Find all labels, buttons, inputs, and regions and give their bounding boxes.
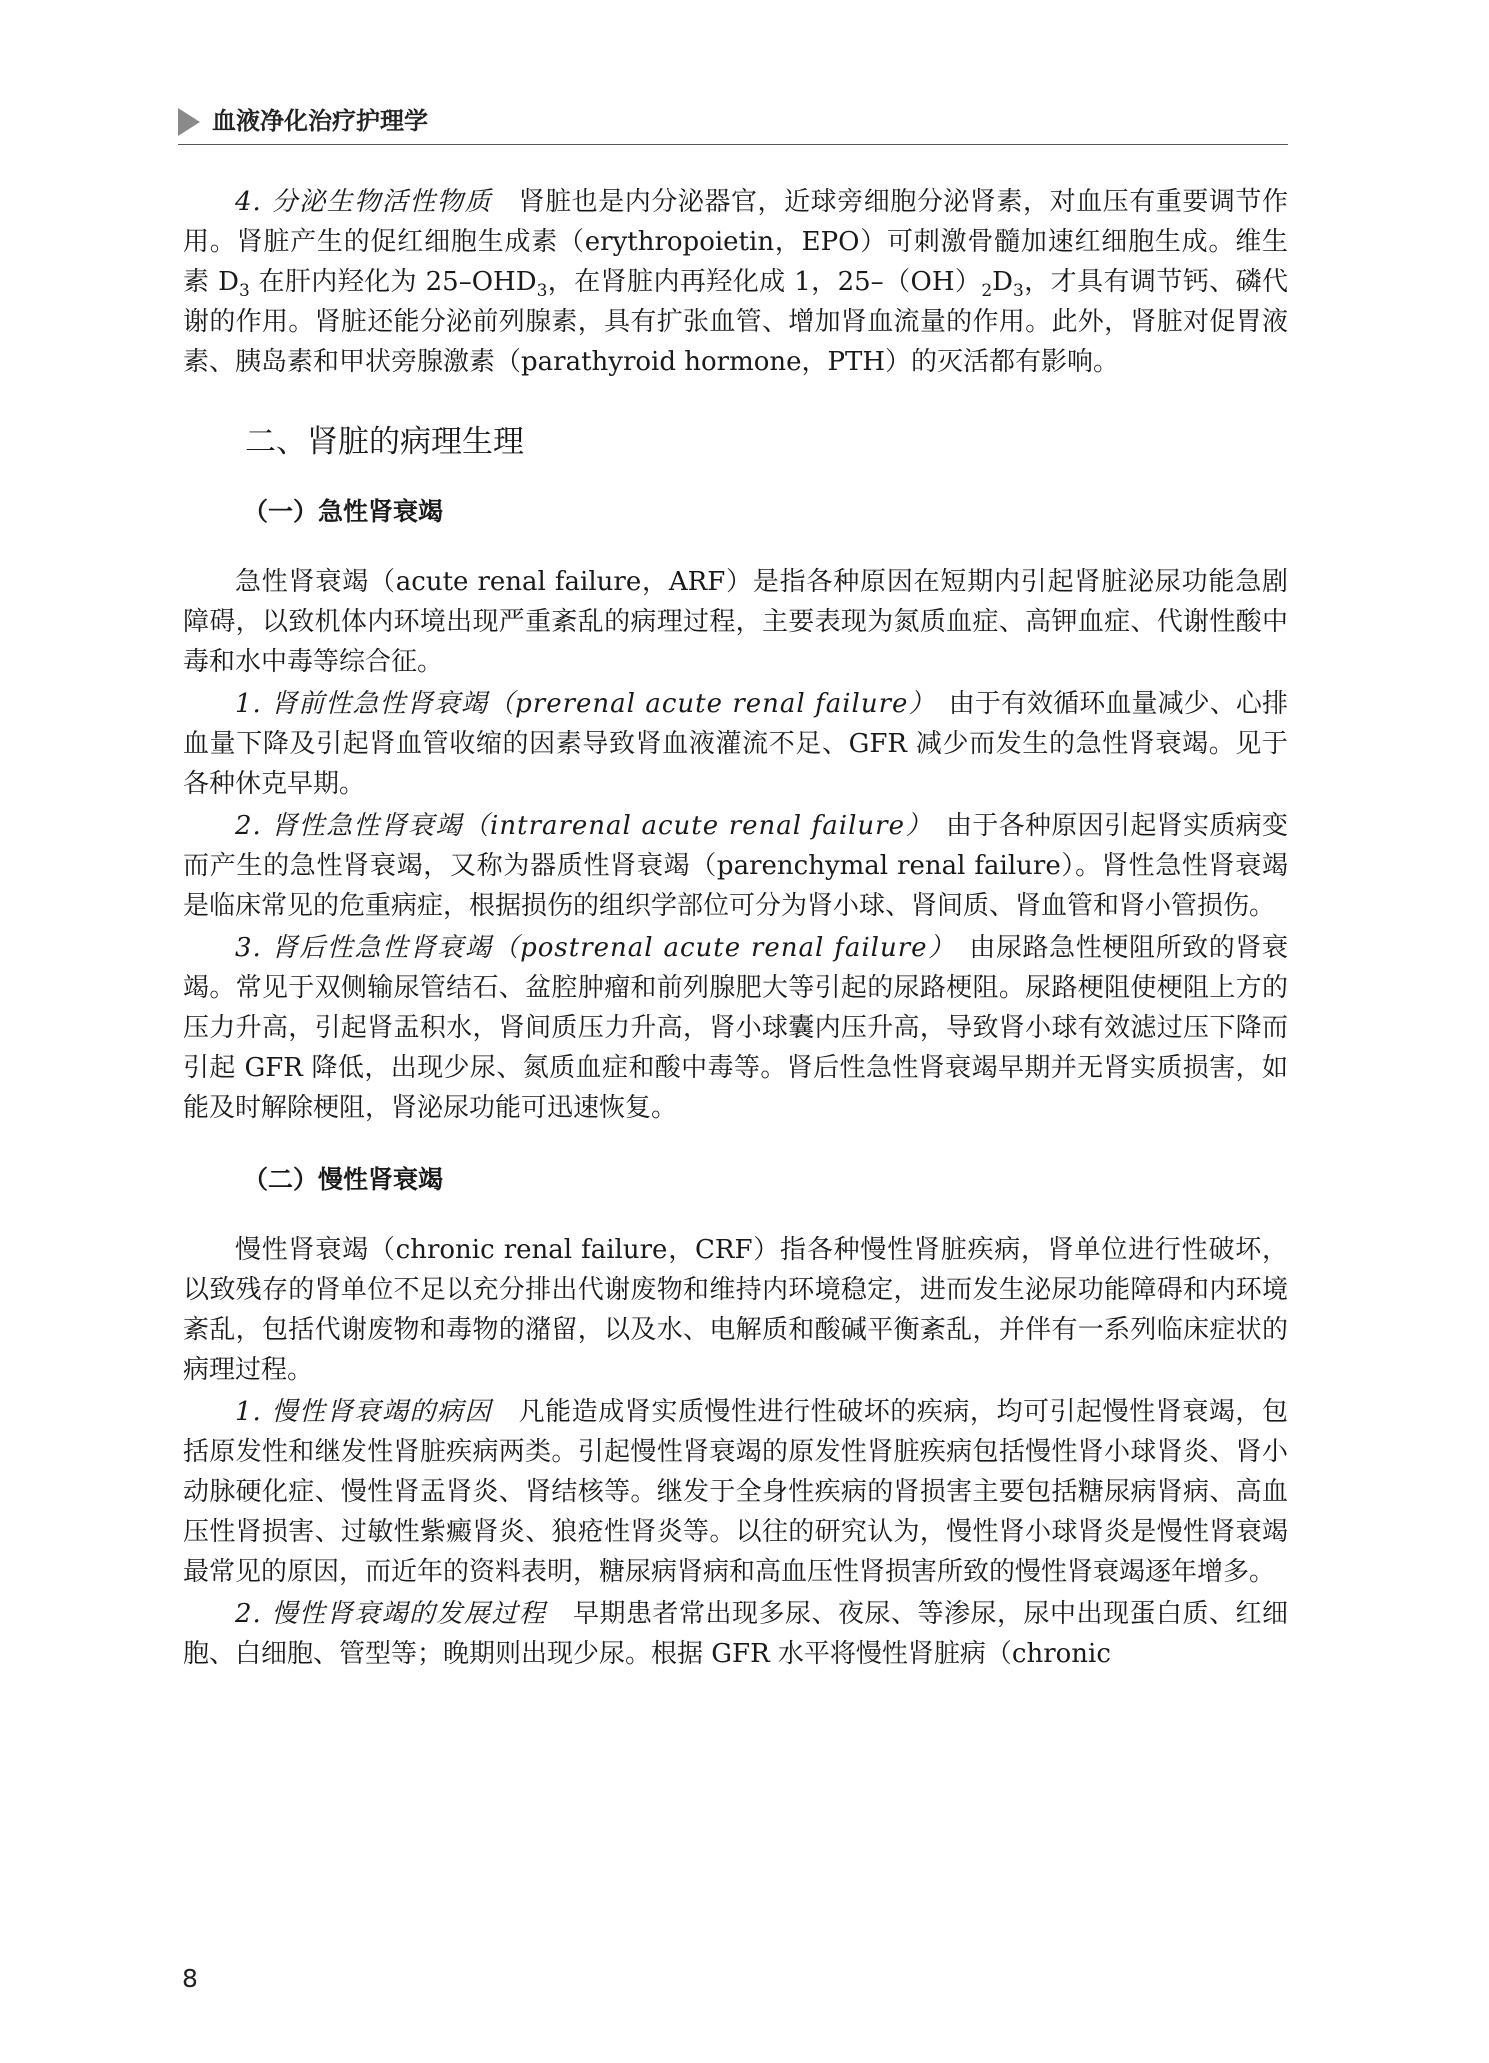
section-heading: 二、肾脏的病理生理	[245, 424, 524, 460]
paragraph-crf-intro: 慢性肾衰竭（chronic renal failure，CRF）指各种慢性肾脏疾病，肾单位进行性破坏，以致残存的肾单位不足以充分排出代谢废物和维持内环境稳定，进而发生泌尿功能障碍和内环境紊乱，包括代谢废物和毒物的潴留，以及水、电解质和酸碱平衡紊乱，并伴有一系列临床症状的病理过程。	[183, 1235, 1288, 1385]
item-lead: 1. 肾前性急性肾衰竭（prerenal acute renal failure）	[235, 689, 923, 719]
paragraph-crf-causes: 1. 慢性肾衰竭的病因 凡能造成肾实质慢性进行性破坏的疾病，均可引起慢性肾衰竭，包括原发性和继发性肾脏疾病两类。引起慢性肾衰竭的原发性肾脏疾病包括慢性肾小球肾炎、肾小动脉硬化症、慢性肾盂肾炎、肾结核等。继发于全身性疾病的肾损害主要包括糖尿病肾病、高血压性肾损害、过敏性紫癜肾炎、狼疮性肾炎等。以往的研究认为，慢性肾小球肾炎是慢性肾衰竭最常见的原因，而近年的资料表明，糖尿病肾病和高血压性肾损害所致的慢性肾衰竭逐年增多。	[183, 1397, 1288, 1587]
paragraph-arf-intro: 急性肾衰竭（acute renal failure，ARF）是指各种原因在短期内引起肾脏泌尿功能急剧障碍，以致机体内环境出现严重紊乱的病理过程，主要表现为氮质血症、高钾血症、代谢性酸中毒和水中毒等综合征。	[183, 567, 1288, 677]
paragraph-arf-postrenal: 3. 肾后性急性肾衰竭（postrenal acute renal failure） 由尿路急性梗阻所致的肾衰竭。常见于双侧输尿管结石、盆腔肿瘤和前列腺肥大等引起的尿路梗阻。尿路梗阻使梗阻上方的压力升高，引起肾盂积水，肾间质压力升高，肾小球囊内压升高，导致肾小球有效滤过压下降而引起 GFR 降低，出现少尿、氮质血症和酸中毒等。肾后性急性肾衰竭早期并无肾实质损害，如能及时解除梗阻，肾泌尿功能可迅速恢复。	[183, 933, 1288, 1123]
page-number: 8	[182, 1964, 198, 1993]
paragraph-arf-prerenal: 1. 肾前性急性肾衰竭（prerenal acute renal failure） 由于有效循环血量减少、心排血量下降及引起肾血管收缩的因素导致肾血液灌流不足、GFR 减少而发生的急性肾衰竭。见于各种休克早期。	[183, 689, 1288, 799]
paragraph-crf-progression: 2. 慢性肾衰竭的发展过程 早期患者常出现多尿、夜尿、等渗尿，尿中出现蛋白质、红细胞、白细胞、管型等；晚期则出现少尿。根据 GFR 水平将慢性肾脏病（chronic	[183, 1599, 1288, 1669]
triangle-marker-icon	[178, 108, 200, 136]
page-body	[183, 182, 1288, 1674]
running-header	[178, 104, 1288, 140]
paragraph-bioactive: 4. 分泌生物活性物质 肾脏也是内分泌器官，近球旁细胞分泌肾素，对血压有重要调节作用。肾脏产生的促红细胞生成素（erythropoietin，EPO）可刺激骨髓加速红细胞生成。维生素 $D_3$ 在肝内羟化为 $25-OHD_3$，在肾脏内再羟化成 1，$25-(OH)_2D_3$，才具有调节钙、磷代谢的作用。肾脏还能分泌前列腺素，具有扩张血管、增加肾血流量的作用。此外，肾脏对促胃液素、胰岛素和甲状旁腺激素（parathyroid hormone，PTH）的灭活都有影响。	[183, 187, 1288, 377]
item-lead: 3. 肾后性急性肾衰竭（postrenal acute renal failure）	[235, 933, 943, 963]
item-lead: 1. 慢性肾衰竭的病因	[235, 1397, 493, 1427]
subsection-heading-arf: （一）急性肾衰竭	[243, 497, 444, 526]
book-title: 血液净化治疗护理学	[212, 107, 428, 135]
item-lead: 2. 肾性急性肾衰竭（intrarenal acute renal failure）	[235, 811, 920, 841]
header-rule	[178, 144, 1288, 145]
item-lead: 4. 分泌生物活性物质	[235, 187, 493, 217]
subsection-heading-crf: （二）慢性肾衰竭	[243, 1165, 444, 1194]
paragraph-arf-intrarenal: 2. 肾性急性肾衰竭（intrarenal acute renal failure） 由于各种原因引起肾实质病变而产生的急性肾衰竭，又称为器质性肾衰竭（parenchymal renal failure）。肾性急性肾衰竭是临床常见的危重病症，根据损伤的组织学部位可分为肾小球、肾间质、肾血管和肾小管损伤。	[183, 811, 1288, 921]
item-lead: 2. 慢性肾衰竭的发展过程	[235, 1599, 547, 1629]
